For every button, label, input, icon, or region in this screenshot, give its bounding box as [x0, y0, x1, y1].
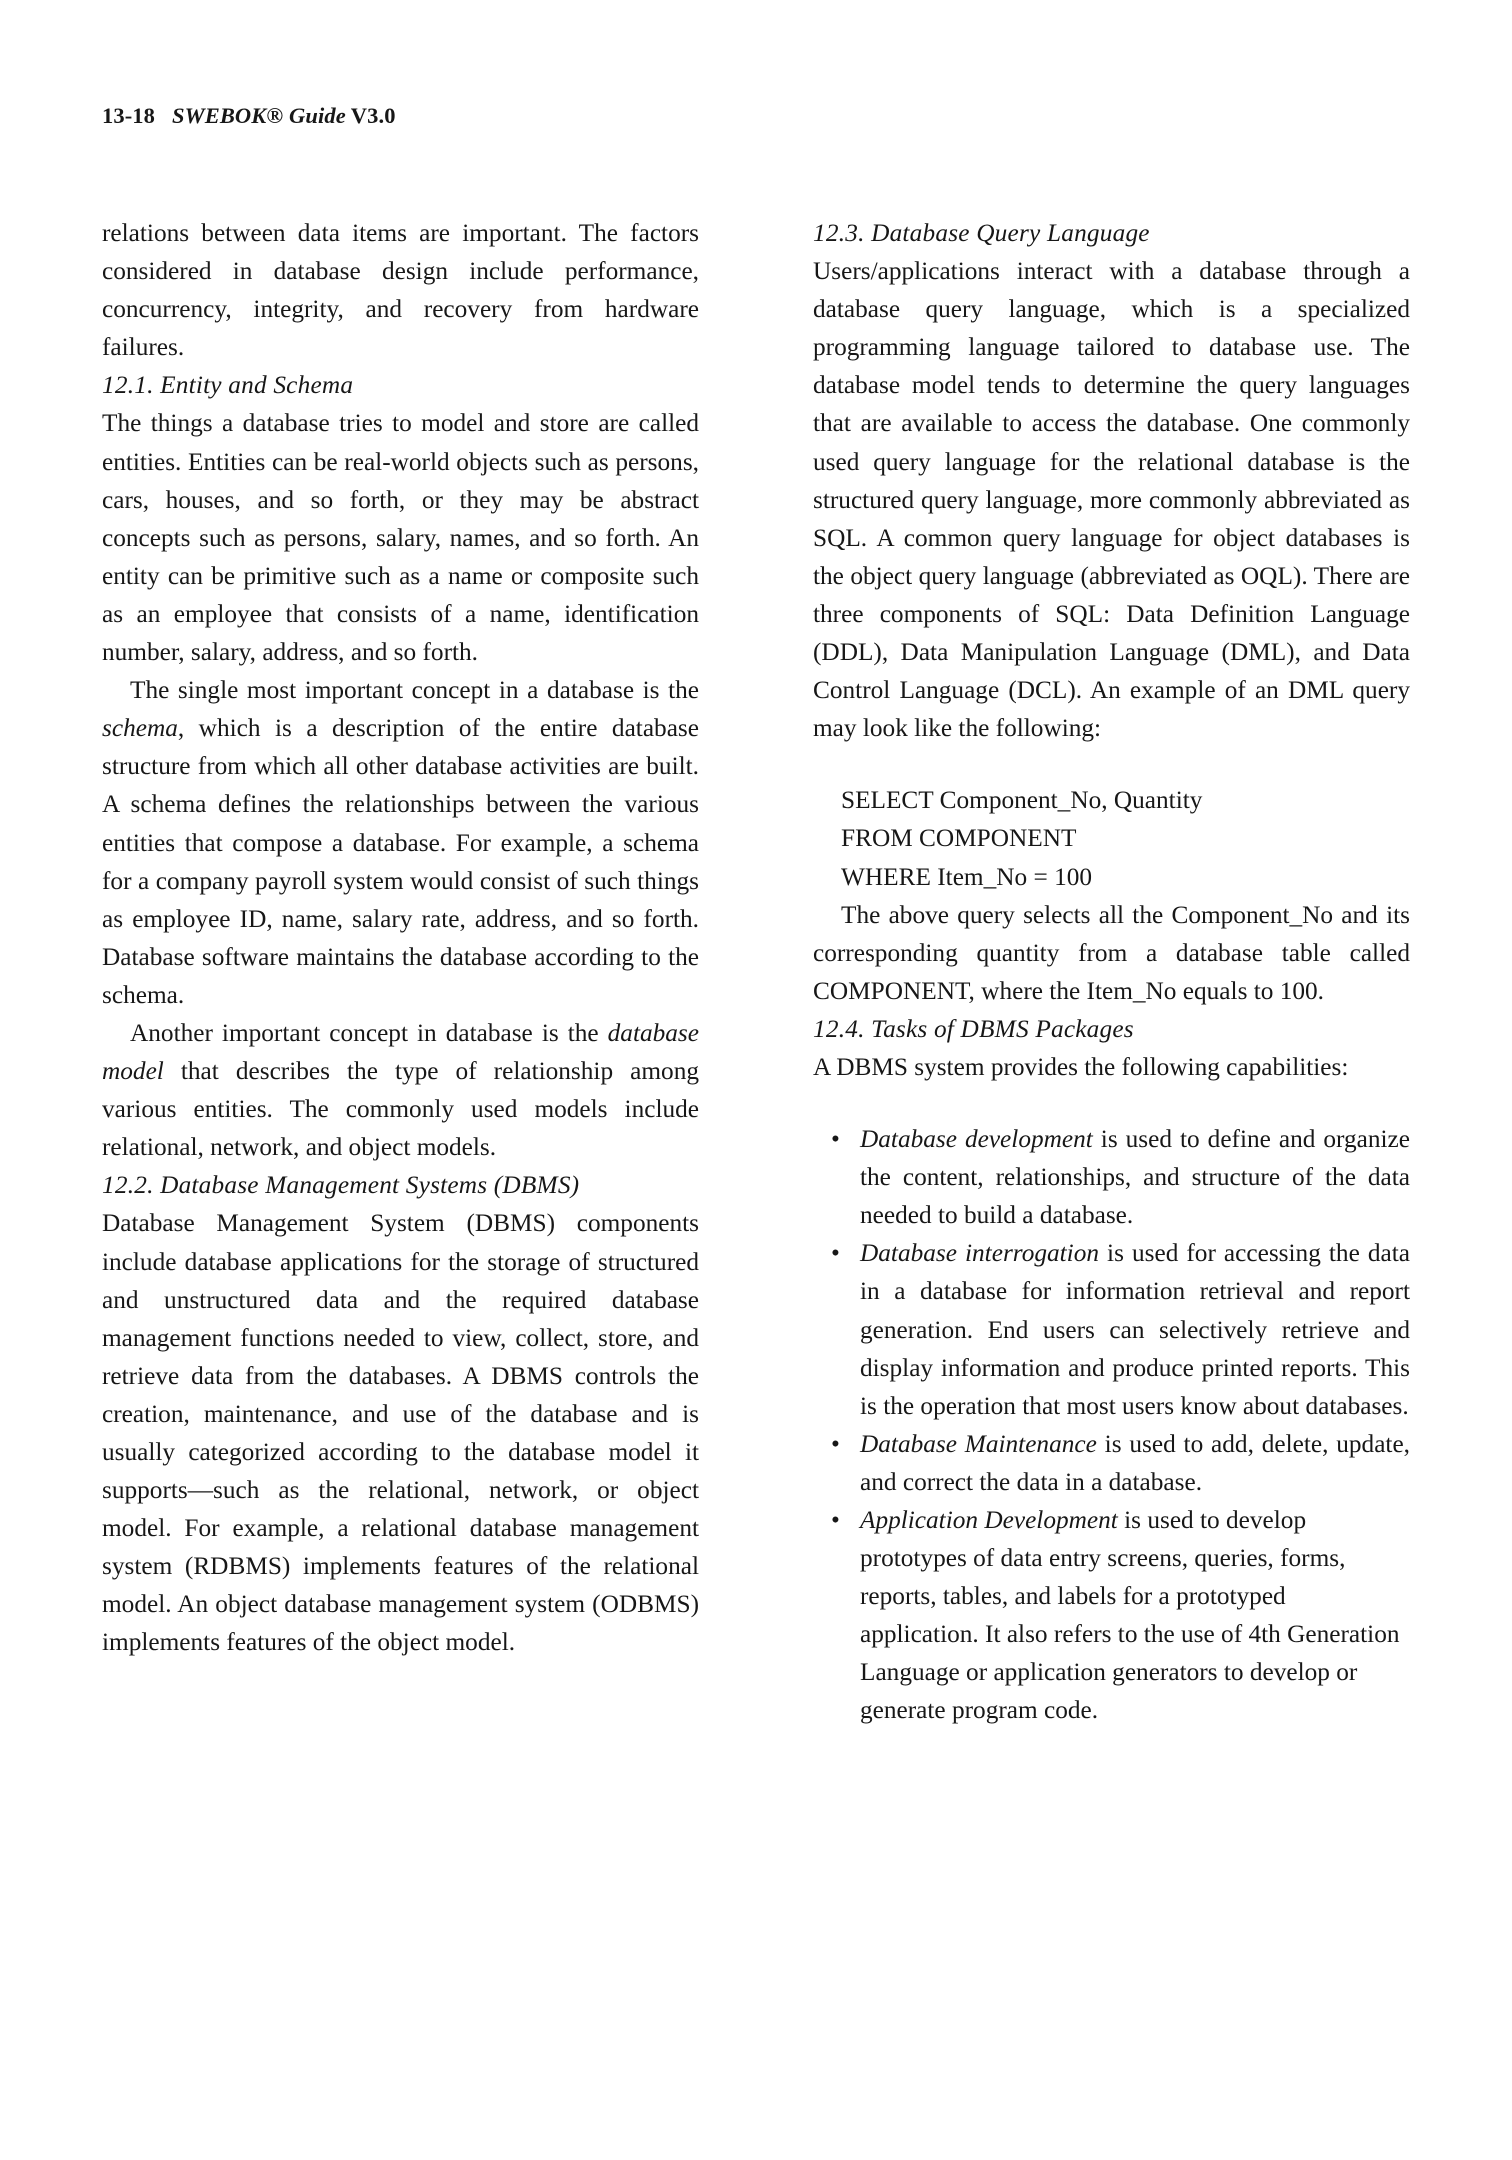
emphasis-application-development: Application Development [860, 1506, 1118, 1534]
paragraph-continued: relations between data items are important. The factors considered in database design include performance, concurrency, integrity, and recovery from hardware failures. [102, 219, 699, 362]
list-item-body: is used to define and organize the content, relationships, and structure of the data needed to build a database. [860, 1125, 1411, 1230]
list-item-body: is used for accessing the data in a database for information retrieval and report generation. End users can selectively retrieve and display information and produce printed reports. This is the operation that most users know about databases. [860, 1239, 1410, 1420]
bullet-icon: • [831, 1506, 840, 1534]
heading-12-1: 12.1. Entity and Schema [102, 371, 354, 400]
emphasis-database-development: Database development [860, 1125, 1093, 1154]
list-item-body: is used to develop prototypes of data entry screens, queries, forms, reports, tables, and labels for a prototyped application. It also refers to the use of 4th Generation Language or application generators to develop or generate program code. [860, 1506, 1400, 1725]
emphasis-database-interrogation: Database interrogation [860, 1239, 1099, 1268]
running-head [102, 102, 396, 129]
emphasis-database-model: database model [102, 1018, 699, 1086]
paragraph-model-part2: that describes the type of relationship among various entities. The commonly used models include relational, network, and object models. [102, 1057, 699, 1162]
page-folio: 13-18 [102, 103, 155, 128]
book-title: SWEBOK® Guide [172, 103, 346, 128]
right-column [813, 214, 1410, 1730]
bullet-icon: • [831, 1125, 840, 1154]
heading-12-3: 12.3. Database Query Language [813, 219, 1150, 247]
paragraph-capabilities: A DBMS system provides the following capabilities: [813, 1052, 1349, 1081]
heading-12-2: 12.2. Database Management Systems (DBMS) [102, 1171, 580, 1200]
emphasis-database-maintenance: Database Maintenance [860, 1429, 1097, 1458]
list-item [813, 1120, 1410, 1234]
sql-line-select: SELECT Component_No, Quantity [841, 786, 1203, 815]
list-item-body: is used to add, delete, update, and correct the data in a database. [860, 1429, 1410, 1496]
left-column [102, 214, 699, 1662]
sql-query-block [813, 781, 1410, 895]
paragraph-schema [102, 671, 699, 1014]
bullet-icon: • [831, 1239, 840, 1268]
dbms-capabilities-list [813, 1120, 1410, 1730]
paragraph-schema-part1: The single most important concept in a database is the [130, 676, 699, 705]
list-item [813, 1234, 1410, 1424]
list-item-text [860, 1234, 1410, 1424]
bullet-icon: • [831, 1429, 840, 1458]
list-item [813, 1425, 1410, 1501]
heading-12-4: 12.4. Tasks of DBMS Packages [813, 1014, 1134, 1043]
paragraph-schema-part2: , which is a description of the entire database structure from which all other database activities are built. A schema defines the relationships between the various entities that compose a database. For example, a schema for a company payroll system would consist of such things as employee ID, name, salary rate, address, and so forth. Database software maintains the database according to the schema. [102, 714, 699, 1009]
paragraph-entities: The things a database tries to model and store are called entities. Entities can be real-world objects such as persons, cars, houses, and so forth, or they may be abstract concepts such as persons, salary, names, and so forth. An entity can be primitive such as a name or composite such as an employee that consists of a name, identification number, salary, address, and so forth. [102, 409, 699, 667]
list-item-text [860, 1120, 1410, 1234]
paragraph-dbms: Database Management System (DBMS) components include database applications for the storage of structured and unstructured data and the required database management functions needed to view, collect, store, and retrieve data from the databases. A DBMS controls the creation, maintenance, and use of the database and is usually categorized according to the database model it supports—such as the relational, network, or object model. For example, a relational database management system (RDBMS) implements features of the relational model. An object database management system (ODBMS) implements features of the object model. [102, 1209, 699, 1657]
list-item-text [860, 1501, 1410, 1730]
sql-line-where: WHERE Item_No = 100 [841, 862, 1093, 891]
list-item-text [860, 1425, 1410, 1501]
paragraph-above-query: The above query selects all the Component_No and its corresponding quantity from a database table called COMPONENT, where the Item_No equals to 100. [813, 900, 1410, 1005]
paragraph-model-part1: Another important concept in database is the [130, 1018, 608, 1047]
sql-line-from: FROM COMPONENT [841, 824, 1077, 853]
book-version: V3.0 [350, 103, 396, 128]
two-column-body [102, 214, 1410, 2014]
paragraph-query-language: Users/applications interact with a database through a database query language, which is a specialized programming language tailored to database use. The database model tends to determine the query languages that are available to access the database. One commonly used query language for the relational database is the structured query language, more commonly abbreviated as SQL. A common query language for object databases is the object query language (abbreviated as OQL). There are three components of SQL: Data Definition Language (DDL), Data Manipulation Language (DML), and Data Control Language (DCL). An example of an DML query may look like the following: [813, 257, 1410, 743]
list-item [813, 1501, 1410, 1730]
emphasis-schema: schema [102, 714, 178, 743]
paragraph-database-model [102, 1014, 699, 1166]
